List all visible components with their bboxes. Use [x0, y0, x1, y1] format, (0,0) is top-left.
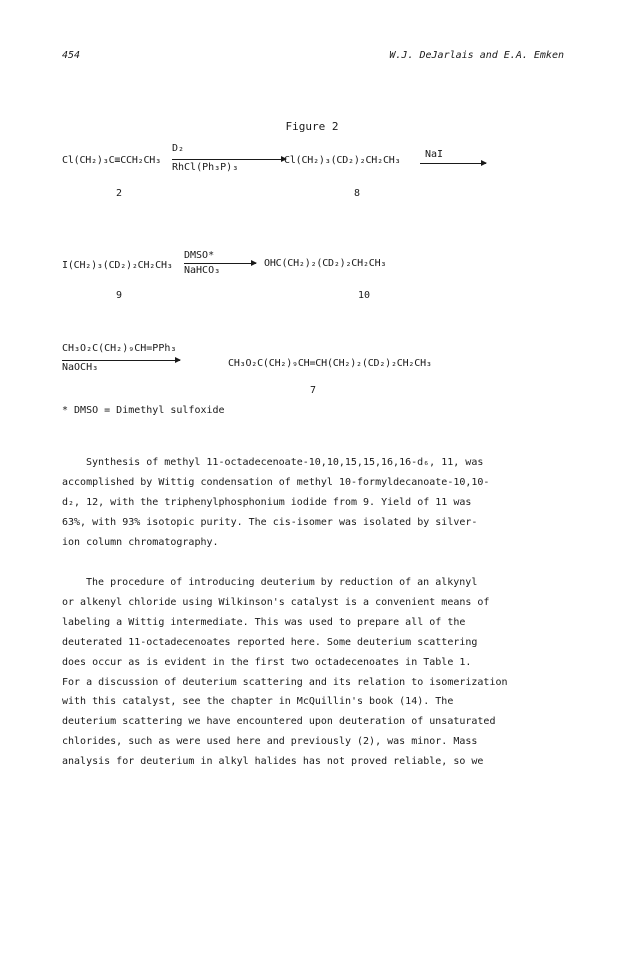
running-header-authors: W.J. DeJarlais and E.A. Emken [389, 50, 564, 61]
row1-reagent-top: D₂ [172, 143, 185, 154]
paragraph-2-line: does occur as is evident in the first two octadecenoates in Table 1. [62, 656, 472, 668]
paragraph-2-line: deuterium scattering we have encountered upon deuteration of unsaturated [62, 716, 496, 728]
row3-product-number: 7 [310, 385, 317, 396]
row3-reagent-bottom: NaOCH₃ [62, 362, 99, 373]
paragraph-1-line: ion column chromatography. [62, 536, 219, 548]
paragraph-1 [62, 453, 562, 553]
paragraph-2-line: or alkenyl chloride using Wilkinson's catalyst is a convenient means of [62, 596, 490, 608]
row1-product: Cl(CH₂)₃(CD₂)₂CH₂CH₃ [284, 155, 401, 166]
paragraph-2-line: with this catalyst, see the chapter in McQuillin's book (14). The [62, 696, 454, 708]
paragraph-1-line: d₂, 12, with the triphenylphosphonium iodide from 9. Yield of 11 was [62, 496, 472, 508]
paragraph-1-line: Synthesis of methyl 11-octadecenoate-10,10,15,15,16,16-d₆, 11, was [86, 457, 484, 468]
row1-next-reagent: NaI [425, 149, 444, 160]
row2-arrow [184, 263, 256, 264]
figure-footnote: * DMSO = Dimethyl sulfoxide [62, 405, 225, 416]
paragraph-2-line: For a discussion of deuterium scattering and its relation to isomerization [62, 676, 508, 688]
paragraph-2 [62, 573, 562, 772]
row2-product-number: 10 [358, 290, 371, 301]
paragraph-2-line: The procedure of introducing deuterium by reduction of an alkynyl [86, 577, 478, 588]
paragraph-2-line: chlorides, such as were used here and previously (2), was minor. Mass [62, 736, 478, 748]
row1-arrow [172, 159, 286, 160]
row1-reagent-bottom: RhCl(Ph₃P)₃ [172, 162, 239, 173]
paragraph-1-line: accomplished by Wittig condensation of methyl 10-formyldecanoate-10,10- [62, 476, 490, 488]
paragraph-1-line: 63%, with 93% isotopic purity. The cis-isomer was isolated by silver- [62, 516, 478, 528]
row2-product: OHC(CH₂)₂(CD₂)₂CH₂CH₃ [264, 258, 387, 269]
row1-next-arrow [420, 163, 486, 164]
row1-product-number: 8 [354, 188, 361, 199]
row3-product: CH₃O₂C(CH₂)₉CH=CH(CH₂)₂(CD₂)₂CH₂CH₃ [228, 358, 432, 369]
row2-reactant-number: 9 [116, 290, 123, 301]
page-number: 454 [62, 50, 81, 61]
row2-reactant: I(CH₂)₃(CD₂)₂CH₂CH₃ [62, 260, 173, 271]
paragraph-2-line: deuterated 11-octadecenoates reported here. Some deuterium scattering [62, 636, 478, 648]
figure-title: Figure 2 [285, 120, 339, 133]
paragraph-2-line: analysis for deuterium in alkyl halides has not proved reliable, so we [62, 756, 484, 768]
row2-reagent-top: DMSO* [184, 250, 215, 261]
row1-reactant: Cl(CH₂)₃C≡CCH₂CH₃ [62, 155, 161, 166]
row3-arrow [62, 360, 180, 361]
paragraph-2-line: labeling a Wittig intermediate. This was used to prepare all of the [62, 616, 466, 628]
row2-reagent-bottom: NaHCO₃ [184, 265, 221, 276]
row3-reagent-top: CH₃O₂C(CH₂)₉CH=PPh₃ [62, 343, 177, 354]
row1-reactant-number: 2 [116, 188, 123, 199]
